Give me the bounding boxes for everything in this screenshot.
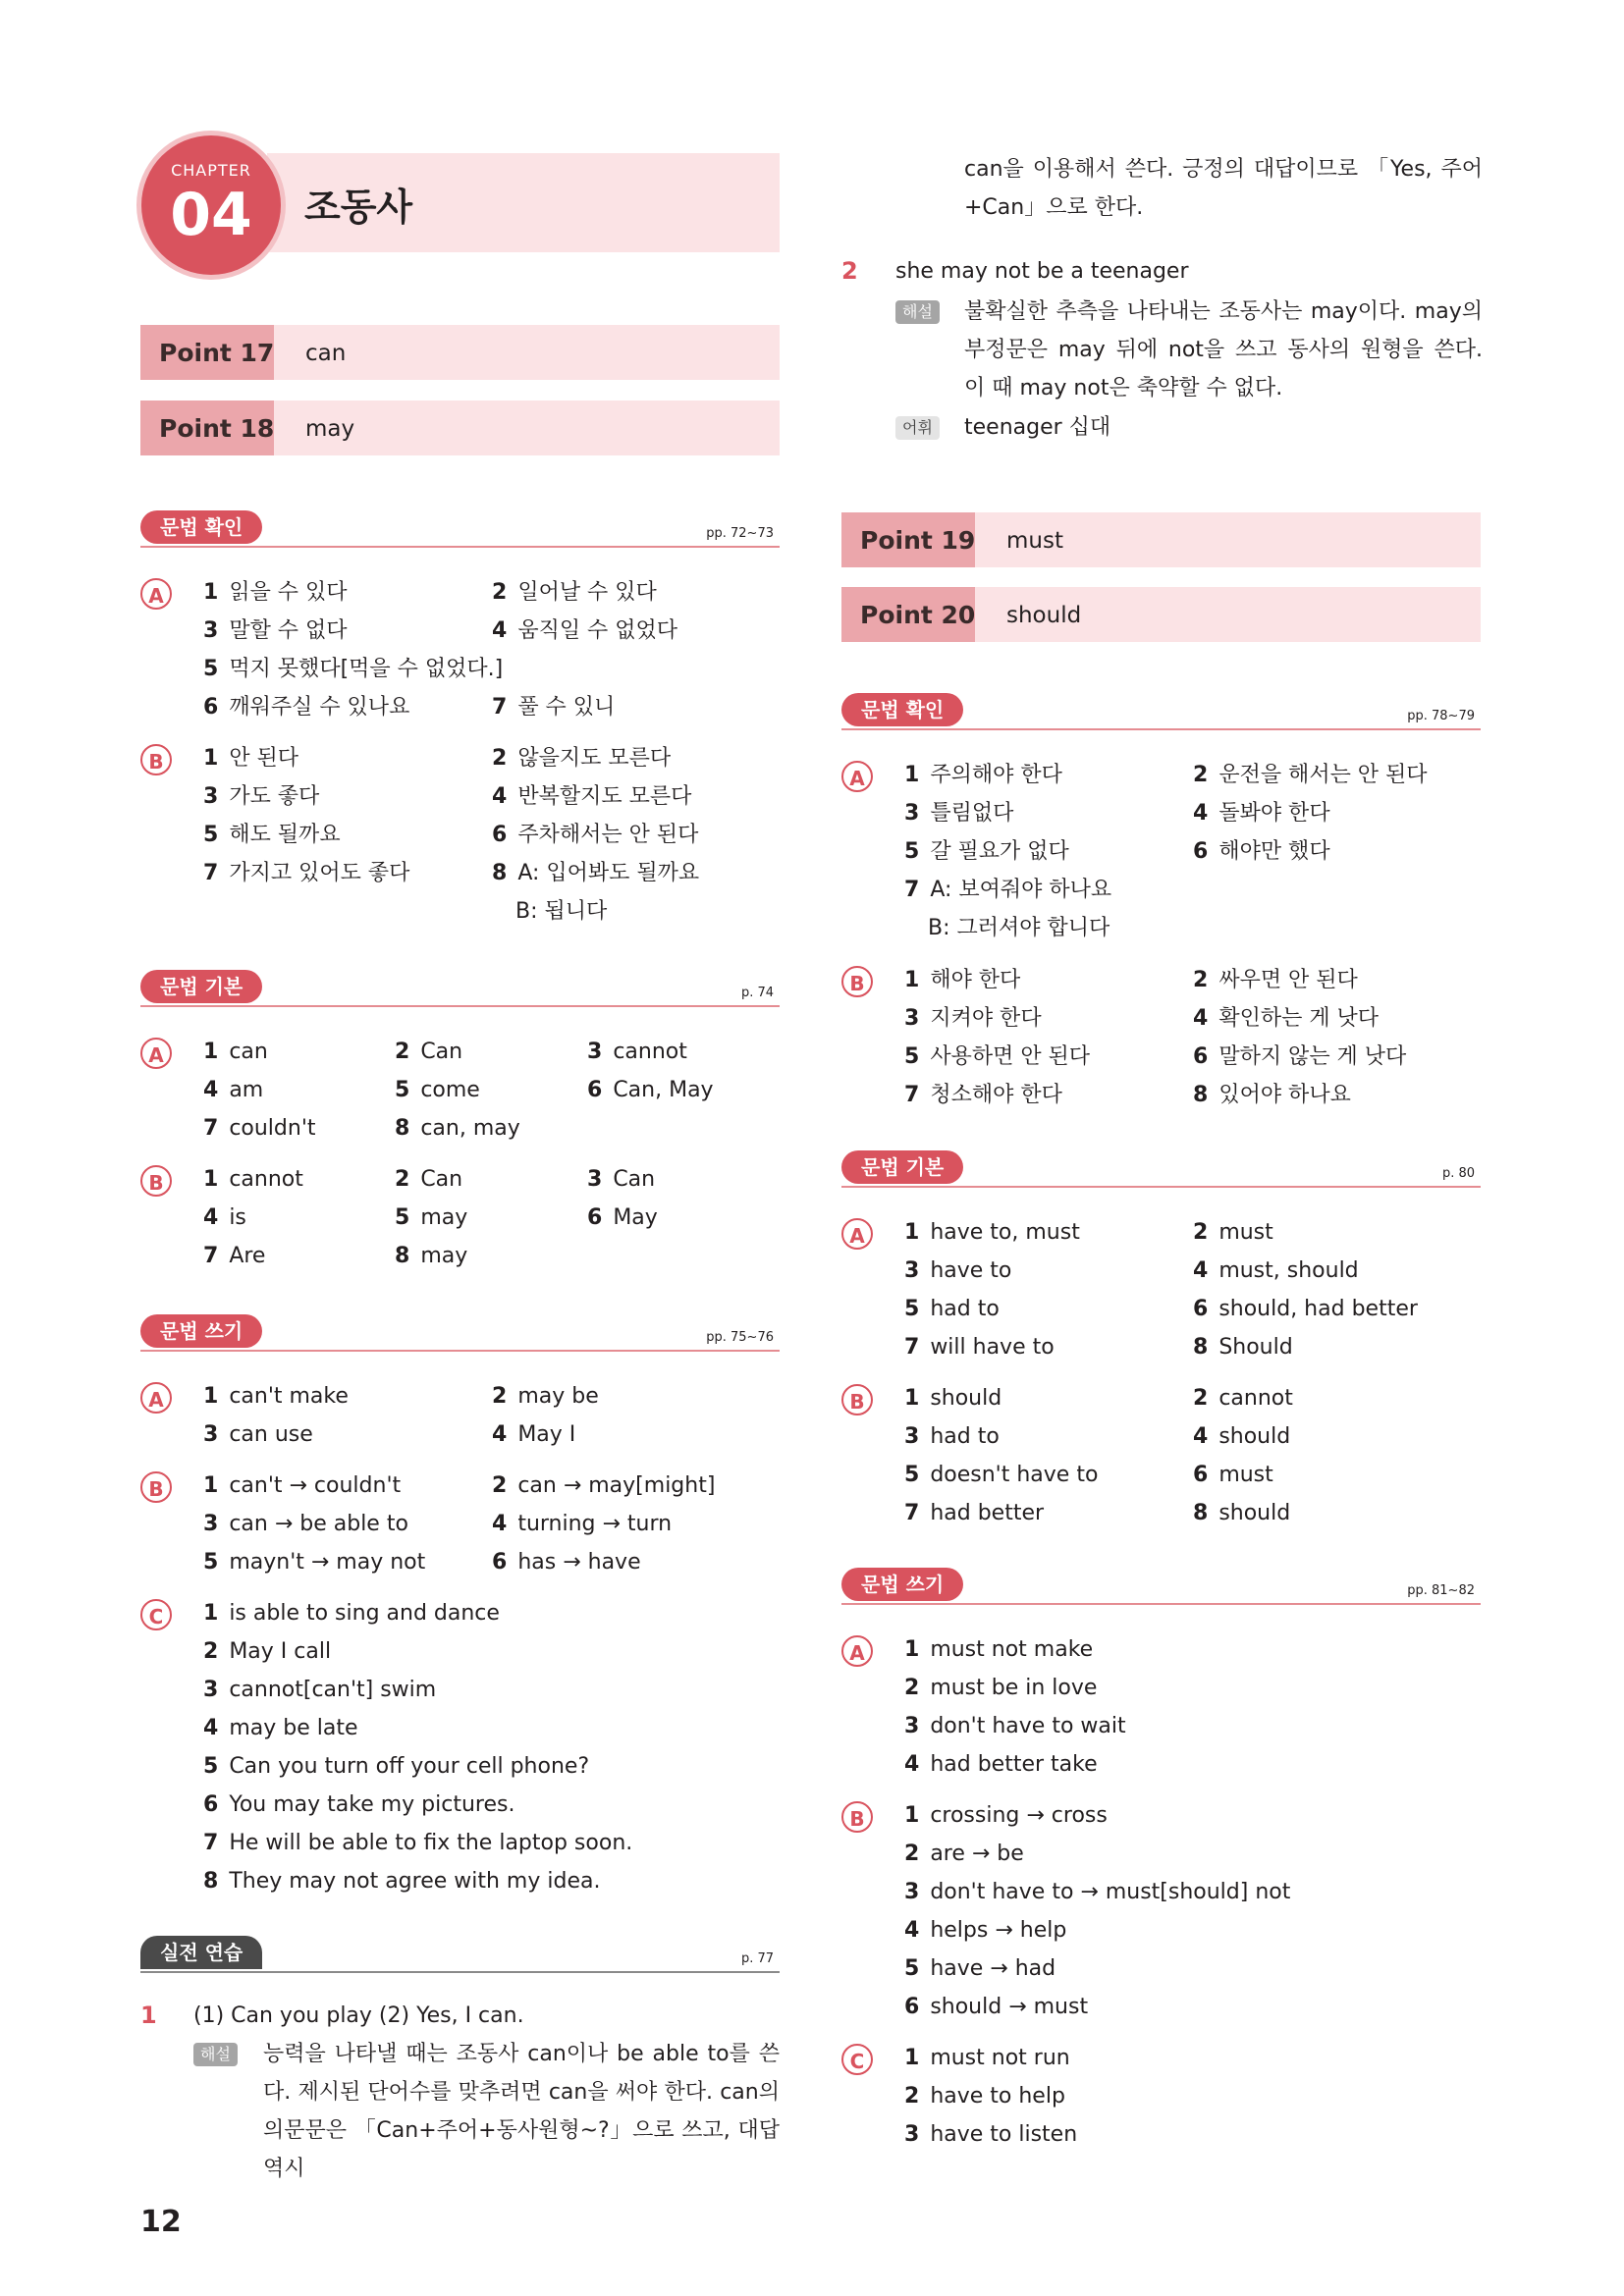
answer-item: 6 has → have [492, 1550, 641, 1575]
mark-b: B [841, 1384, 873, 1415]
mark-c: C [140, 1599, 172, 1630]
section-header-practice [140, 1936, 780, 1975]
answer-item: 8 A: 입어봐도 될까요 [492, 861, 700, 885]
point-20-bar [841, 587, 1481, 642]
answer-item: 4 is [203, 1205, 246, 1230]
explanation-text: 불확실한 추측을 나타내는 조동사는 may이다. may의 부정문은 may 뒤에 not을 쓰고 동사의 원형을 쓴다. 이 때 may not은 축약할 수 없다. [964, 299, 1483, 400]
mark-a: A [841, 761, 873, 792]
answer-item: 7 had better [904, 1501, 1045, 1525]
answer-item: 3 had to [904, 1424, 1000, 1449]
answer-item: 2 Can [395, 1167, 463, 1192]
answer-item: 2 are → be [904, 1842, 1024, 1866]
point-topic: should [1006, 603, 1082, 628]
mark-b: B [140, 1471, 172, 1503]
answer-item: 2 have to help [904, 2084, 1065, 2109]
answer-item: 5 have → had [904, 1956, 1056, 1981]
answer-item: 4 helps → help [904, 1918, 1067, 1943]
section-title: 문법 확인 [841, 693, 963, 726]
answer-item: 2 can → may[might] [492, 1473, 716, 1498]
point-label: Point 20 [860, 601, 976, 629]
section-title: 문법 확인 [140, 510, 262, 544]
answer-item: 7 A: 보여줘야 하나요 [904, 878, 1112, 902]
practice-answer: she may not be a teenager [895, 259, 1189, 284]
question-number: 1 [140, 2002, 157, 2029]
answer-item: 5 mayn't → may not [203, 1550, 426, 1575]
answer-item: 4 should [1193, 1424, 1291, 1449]
section-pages: pp. 78~79 [1407, 709, 1475, 723]
mark-b: B [140, 1165, 172, 1197]
answer-item: 6 should, had better [1193, 1297, 1418, 1321]
answer-item: 3 가도 좋다 [203, 784, 320, 809]
point-label: Point 17 [159, 339, 275, 367]
answer-item: 1 안 된다 [203, 746, 299, 771]
answer-item: 1 can't make [203, 1384, 349, 1409]
answer-item: 8 They may not agree with my idea. [203, 1869, 601, 1894]
answer-item: 1 can't → couldn't [203, 1473, 402, 1498]
section-header-grammar-basics [841, 1150, 1481, 1190]
answer-item: 5 doesn't have to [904, 1463, 1099, 1487]
answer-item-continued: B: 됩니다 [515, 899, 608, 924]
answer-item: 6 주차해서는 안 된다 [492, 823, 699, 847]
answer-item: 6 깨워주실 수 있나요 [203, 695, 410, 720]
answer-item: 5 may [395, 1205, 468, 1230]
answer-item: 2 Can [395, 1040, 463, 1064]
point-17-bar [140, 325, 780, 380]
answer-item: 7 Are [203, 1244, 266, 1268]
answer-item: 3 cannot [587, 1040, 687, 1064]
answer-item: 4 돌봐야 한다 [1193, 801, 1330, 826]
answer-item: 4 must, should [1193, 1258, 1359, 1283]
answer-item: 1 can [203, 1040, 268, 1064]
answer-item: 5 come [395, 1078, 480, 1102]
section-pages: p. 80 [1441, 1166, 1475, 1181]
answer-item: 6 말하지 않는 게 낫다 [1193, 1044, 1407, 1069]
answer-item: 1 have to, must [904, 1220, 1080, 1245]
mark-b: B [841, 1801, 873, 1833]
point-19-bar [841, 512, 1481, 567]
answer-item: 3 have to [904, 1258, 1012, 1283]
answer-item: 8 Should [1193, 1335, 1293, 1360]
section-title: 실전 연습 [140, 1936, 262, 1969]
chapter-number: 04 [170, 181, 252, 249]
answer-item: 1 읽을 수 있다 [203, 580, 348, 605]
answer-item: 3 don't have to → must[should] not [904, 1880, 1291, 1904]
answer-item: 5 사용하면 안 된다 [904, 1044, 1091, 1069]
answer-item: 6 Can, May [587, 1078, 714, 1102]
chapter-badge [141, 135, 281, 275]
answer-item: 5 먹지 못했다[먹을 수 없었다.] [203, 657, 504, 681]
point-topic: may [305, 416, 355, 442]
answer-item: 6 must [1193, 1463, 1273, 1487]
answer-item: 2 must [1193, 1220, 1273, 1245]
answer-item: 3 can → be able to [203, 1512, 408, 1536]
chapter-label: CHAPTER [171, 161, 251, 180]
answer-item: 8 may [395, 1244, 468, 1268]
answer-item: 4 turning → turn [492, 1512, 673, 1536]
answer-item: 3 지켜야 한다 [904, 1006, 1042, 1031]
answer-item: 3 Can [587, 1167, 656, 1192]
point-topic: can [305, 341, 347, 366]
answer-item: 4 움직일 수 없었다 [492, 618, 678, 643]
answer-item: 8 있어야 하나요 [1193, 1083, 1351, 1107]
point-18-bar [140, 400, 780, 455]
answer-item: 1 must not run [904, 2046, 1070, 2070]
answer-item: 6 May [587, 1205, 658, 1230]
answer-item: 5 had to [904, 1297, 1000, 1321]
answer-item: 2 cannot [1193, 1386, 1293, 1411]
mark-a: A [140, 1382, 172, 1414]
answer-item: 4 may be late [203, 1716, 358, 1740]
answer-item: 3 틀림없다 [904, 801, 1014, 826]
mark-b: B [140, 744, 172, 775]
answer-item: 2 May I call [203, 1639, 332, 1664]
answer-item: 1 주의해야 한다 [904, 763, 1062, 787]
section-header-grammar-check [140, 510, 780, 550]
answer-item: 7 will have to [904, 1335, 1055, 1360]
vocab-tag: 어휘 [895, 416, 940, 440]
section-pages: pp. 81~82 [1407, 1583, 1475, 1598]
explanation-tag: 해설 [193, 2043, 238, 2066]
answer-item: 2 must be in love [904, 1676, 1098, 1700]
answer-item: 2 싸우면 안 된다 [1193, 968, 1358, 992]
answer-item: 6 해야만 했다 [1193, 839, 1330, 864]
answer-item: 8 can, may [395, 1116, 520, 1141]
answer-item: 4 am [203, 1078, 264, 1102]
answer-item: 3 have to listen [904, 2122, 1078, 2147]
answer-item: 7 청소해야 한다 [904, 1083, 1062, 1107]
question-number: 2 [841, 257, 858, 285]
vocab-text: teenager 십대 [964, 415, 1111, 440]
mark-a: A [140, 578, 172, 610]
answer-item: 7 couldn't [203, 1116, 316, 1141]
answer-item: 4 had better take [904, 1752, 1098, 1777]
answer-item: 1 cannot [203, 1167, 303, 1192]
answer-item: 2 않을지도 모른다 [492, 746, 672, 771]
answer-item: 3 cannot[can't] swim [203, 1678, 437, 1702]
answer-item: 7 가지고 있어도 좋다 [203, 861, 410, 885]
explanation-text: 능력을 나타낼 때는 조동사 can이나 be able to를 쓴다. 제시된 단어수를 맞추려면 can을 써야 한다. can의 의문문은 「Can+주어+동사원형~?」으로 쓰고, 대답 역시 [263, 2042, 780, 2181]
answer-item: 1 should [904, 1386, 1002, 1411]
answer-item: 6 should → must [904, 1995, 1089, 2019]
section-header-grammar-writing [841, 1568, 1481, 1607]
section-title: 문법 기본 [841, 1150, 963, 1184]
answer-item: 3 don't have to wait [904, 1714, 1126, 1738]
explanation-continued: can을 이용해서 쓴다. 긍정의 대답이므로 「Yes, 주어+Can」으로 한다. [964, 157, 1483, 220]
section-pages: p. 77 [740, 1951, 774, 1966]
answer-item-continued: B: 그러셔야 합니다 [928, 916, 1110, 940]
answer-item: 4 May I [492, 1422, 576, 1447]
section-title: 문법 쓰기 [841, 1568, 963, 1601]
answer-item: 6 You may take my pictures. [203, 1792, 515, 1817]
answer-item: 8 should [1193, 1501, 1291, 1525]
answer-item: 1 해야 한다 [904, 968, 1021, 992]
section-title: 문법 쓰기 [140, 1314, 262, 1348]
answer-item: 5 갈 필요가 없다 [904, 839, 1069, 864]
answer-item: 5 Can you turn off your cell phone? [203, 1754, 590, 1779]
answer-item: 4 반복할지도 모른다 [492, 784, 692, 809]
answer-item: 2 may be [492, 1384, 599, 1409]
mark-b: B [841, 966, 873, 997]
answer-item: 2 운전을 해서는 안 된다 [1193, 763, 1428, 787]
mark-c: C [841, 2044, 873, 2075]
mark-a: A [841, 1635, 873, 1667]
answer-item: 7 He will be able to fix the laptop soon. [203, 1831, 633, 1855]
answer-item: 3 can use [203, 1422, 313, 1447]
practice-answer: (1) Can you play (2) Yes, I can. [193, 2003, 524, 2028]
answer-item: 2 일어날 수 있다 [492, 580, 657, 605]
answer-item: 5 해도 될까요 [203, 823, 341, 847]
explanation-tag: 해설 [895, 300, 940, 324]
section-title: 문법 기본 [140, 970, 262, 1003]
chapter-title: 조동사 [304, 186, 413, 229]
answer-item: 7 풀 수 있니 [492, 695, 616, 720]
answer-item: 4 확인하는 게 낫다 [1193, 1006, 1380, 1031]
point-label: Point 19 [860, 526, 976, 555]
point-label: Point 18 [159, 414, 275, 443]
answer-item: 3 말할 수 없다 [203, 618, 348, 643]
mark-a: A [841, 1218, 873, 1250]
section-header-grammar-writing [140, 1314, 780, 1354]
mark-a: A [140, 1038, 172, 1069]
section-pages: pp. 72~73 [706, 526, 774, 541]
section-header-grammar-check [841, 693, 1481, 732]
section-pages: pp. 75~76 [706, 1330, 774, 1345]
answer-item: 1 must not make [904, 1637, 1094, 1662]
section-pages: p. 74 [740, 986, 774, 1000]
section-header-grammar-basics [140, 970, 780, 1009]
page-number: 12 [140, 2205, 182, 2239]
answer-item: 1 is able to sing and dance [203, 1601, 500, 1626]
answer-item: 1 crossing → cross [904, 1803, 1108, 1828]
point-topic: must [1006, 528, 1063, 554]
